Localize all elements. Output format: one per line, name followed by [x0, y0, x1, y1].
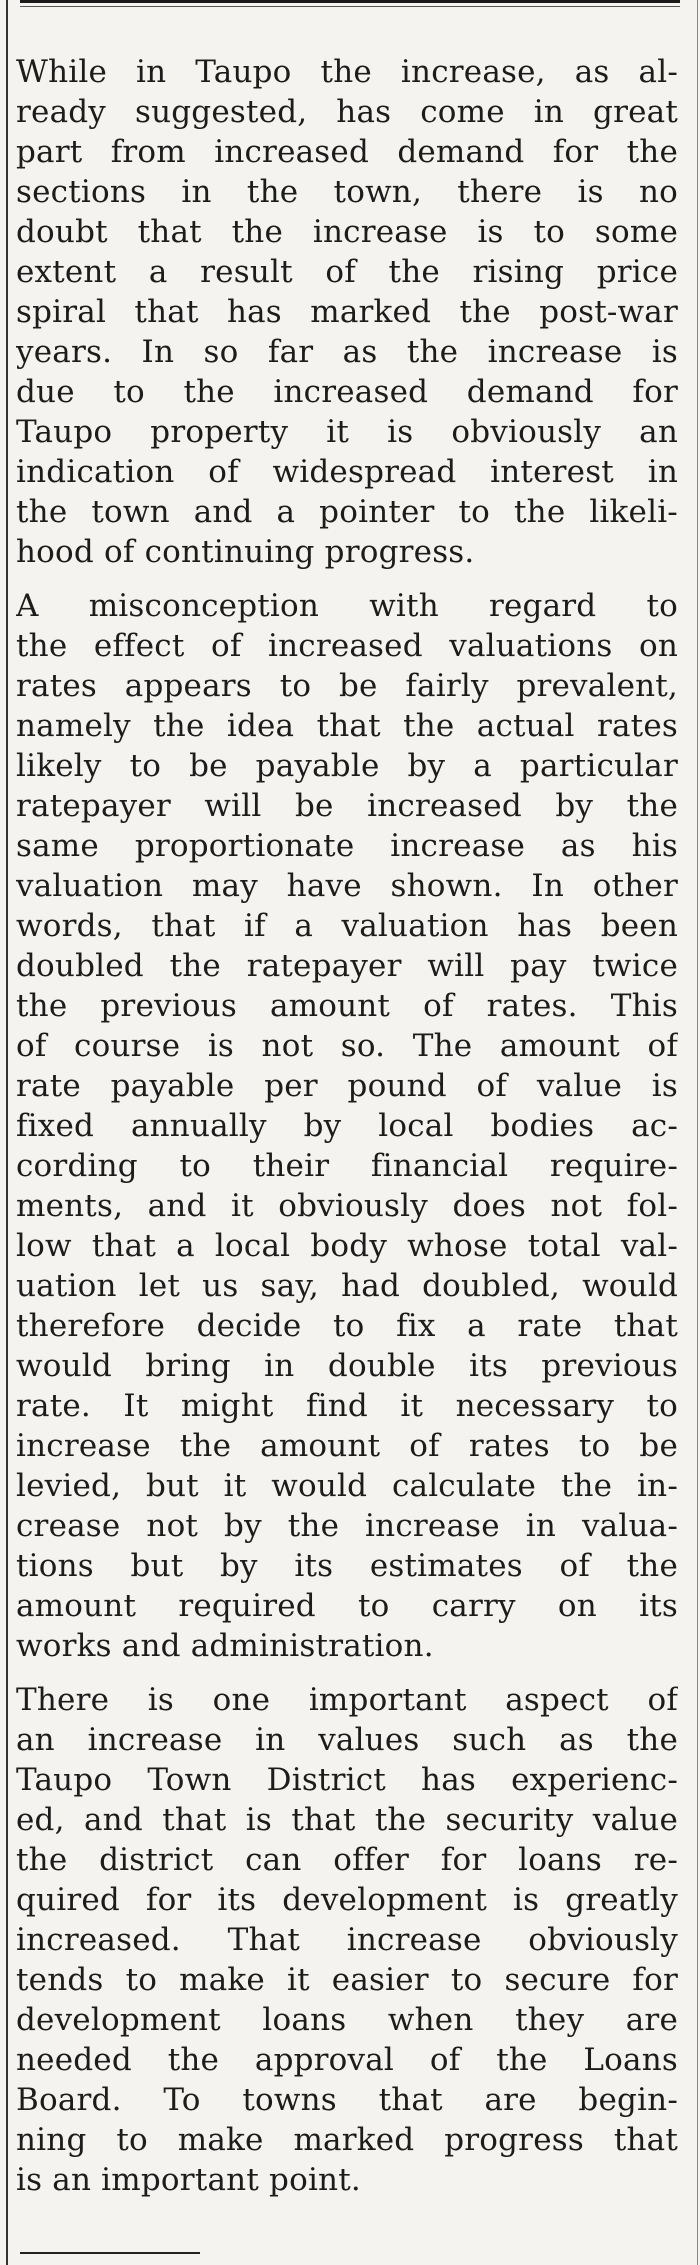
text-line: amount required to carry on its	[16, 1588, 678, 1624]
text-line: ratepayer will be increased by the	[16, 788, 678, 824]
text-line: doubled the ratepayer will pay twice	[16, 948, 678, 984]
text-line: increase the amount of rates to be	[16, 1428, 678, 1464]
text-line: works and administration.	[16, 1628, 434, 1664]
text-line: levied, but it would calculate the in-	[16, 1468, 678, 1504]
text-line: rate. It might find it necessary to	[16, 1388, 678, 1424]
text-line: an increase in values such as the	[16, 1722, 678, 1758]
text-line: crease not by the increase in valua-	[16, 1508, 678, 1544]
left-column-border	[6, 0, 8, 2265]
text-line: the previous amount of rates. This	[16, 988, 678, 1024]
text-line: the town and a pointer to the likeli-	[16, 494, 678, 530]
text-line: fixed annually by local bodies ac-	[16, 1108, 678, 1144]
text-line: same proportionate increase as his	[16, 828, 678, 864]
right-column-border	[697, 0, 698, 2265]
top-column-rule	[20, 0, 680, 3]
text-line: There is one important aspect of	[16, 1682, 678, 1718]
text-line: A misconception with regard to	[16, 588, 678, 624]
text-line: years. In so far as the increase is	[16, 334, 678, 370]
text-line: words, that if a valuation has been	[16, 908, 678, 944]
text-line: ready suggested, has come in great	[16, 94, 678, 130]
text-line: likely to be payable by a particular	[16, 748, 678, 784]
text-line: low that a local body whose total val-	[16, 1228, 678, 1264]
text-line: needed the approval of the Loans	[16, 2042, 678, 2078]
text-line: namely the idea that the actual rates	[16, 708, 678, 744]
text-line: quired for its development is greatly	[16, 1882, 678, 1918]
text-line: Taupo property it is obviously an	[16, 414, 678, 450]
text-line: the effect of increased valuations on	[16, 628, 678, 664]
bottom-column-rule	[20, 2252, 200, 2254]
text-line: of course is not so. The amount of	[16, 1028, 678, 1064]
text-line: development loans when they are	[16, 2002, 678, 2038]
text-line: the district can offer for loans re-	[16, 1842, 678, 1878]
text-line: spiral that has marked the post-war	[16, 294, 678, 330]
text-line: valuation may have shown. In other	[16, 868, 678, 904]
text-line: uation let us say, had doubled, would	[16, 1268, 678, 1304]
text-line: rates appears to be fairly prevalent,	[16, 668, 678, 704]
text-line: tions but by its estimates of the	[16, 1548, 678, 1584]
text-line: indication of widespread interest in	[16, 454, 678, 490]
text-line: ning to make marked progress that	[16, 2122, 678, 2158]
paragraph-gap	[16, 572, 678, 586]
text-line: part from increased demand for the	[16, 134, 678, 170]
text-line: While in Taupo the increase, as al-	[16, 54, 678, 90]
text-line: Board. To towns that are begin-	[16, 2082, 678, 2118]
article-paragraph	[16, 52, 678, 572]
article-column	[16, 52, 678, 2200]
text-line: extent a result of the rising price	[16, 254, 678, 290]
top-column-rule-thin	[20, 6, 680, 7]
text-line: doubt that the increase is to some	[16, 214, 678, 250]
text-line: rate payable per pound of value is	[16, 1068, 678, 1104]
text-line: hood of continuing progress.	[16, 534, 475, 570]
text-line: Taupo Town District has experienc-	[16, 1762, 678, 1798]
text-line: sections in the town, there is no	[16, 174, 678, 210]
text-line: would bring in double its previous	[16, 1348, 678, 1384]
text-line: tends to make it easier to secure for	[16, 1962, 678, 1998]
text-line: due to the increased demand for	[16, 374, 678, 410]
article-paragraph	[16, 586, 678, 1666]
article-paragraph	[16, 1680, 678, 2200]
text-line: ed, and that is that the security value	[16, 1802, 678, 1838]
text-line: cording to their financial require-	[16, 1148, 678, 1184]
text-line: therefore decide to fix a rate that	[16, 1308, 678, 1344]
text-line: is an important point.	[16, 2162, 361, 2198]
paragraph-gap	[16, 1666, 678, 1680]
text-line: ments, and it obviously does not fol-	[16, 1188, 678, 1224]
text-line: increased. That increase obviously	[16, 1922, 678, 1958]
